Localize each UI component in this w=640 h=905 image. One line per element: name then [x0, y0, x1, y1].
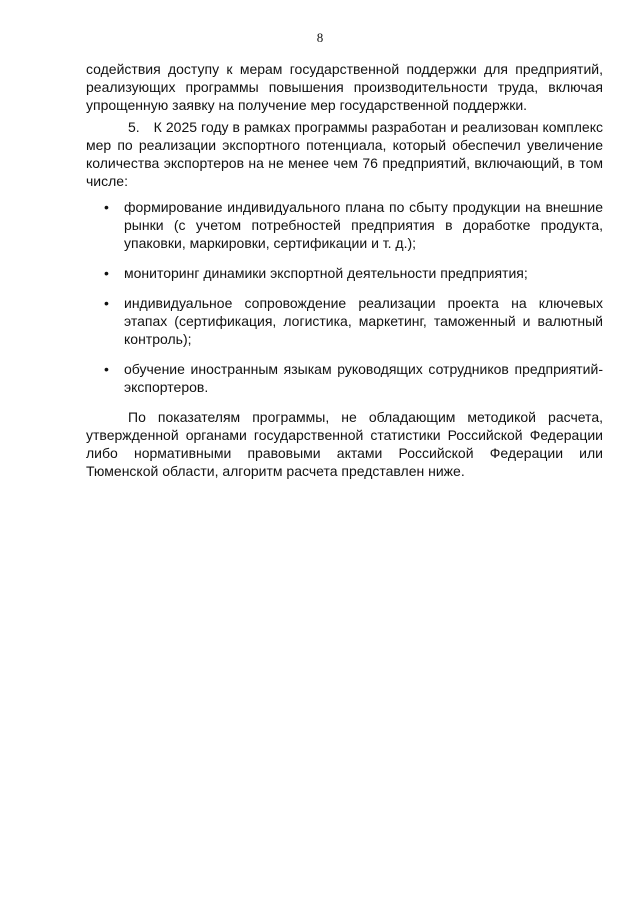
- paragraph-continuation: содействия доступу к мерам государственной поддержки для предприятий, реализующих программы повышения производительности труда, включая упрощенную заявку на получение мер государственной поддержки.: [86, 61, 603, 113]
- list-item: [86, 198, 603, 252]
- list-item: [86, 264, 603, 282]
- paragraph-calculation-note: По показателям программы, не обладающим методикой расчета, утвержденной органами государственной статистики Российской Федерации либо нормативными правовыми актами Российской Федерации или Тюменской области, алгоритм расчета представлен ниже.: [86, 409, 603, 479]
- list-item-text: мониторинг динамики экспортной деятельности предприятия;: [124, 265, 528, 281]
- paragraph-item-5: 5. К 2025 году в рамках программы разработан и реализован комплекс мер по реализации экспортного потенциала, который обеспечил увеличение количества экспортеров на не менее чем 76 предприятий, включающий, в том числе:: [86, 119, 603, 189]
- measures-list: [86, 198, 603, 396]
- list-item-text: обучение иностранным языкам руководящих сотрудников предприятий-экспортеров.: [124, 361, 603, 395]
- list-item: [86, 294, 603, 348]
- document-body: [86, 60, 603, 480]
- list-item-text: формирование индивидуального плана по сбыту продукции на внешние рынки (с учетом потребностей предприятия в доработке продукта, упаковки, маркировки, сертификации и т. д.);: [124, 199, 603, 251]
- bullet-icon: •: [104, 361, 109, 377]
- bullet-icon: •: [104, 295, 109, 311]
- bullet-icon: •: [104, 265, 109, 281]
- list-item: [86, 360, 603, 396]
- list-item-text: индивидуальное сопровождение реализации проекта на ключевых этапах (сертификация, логистика, маркетинг, таможенный и валютный контроль);: [124, 295, 603, 347]
- bullet-icon: •: [104, 199, 109, 215]
- page-number: 8: [316, 30, 324, 45]
